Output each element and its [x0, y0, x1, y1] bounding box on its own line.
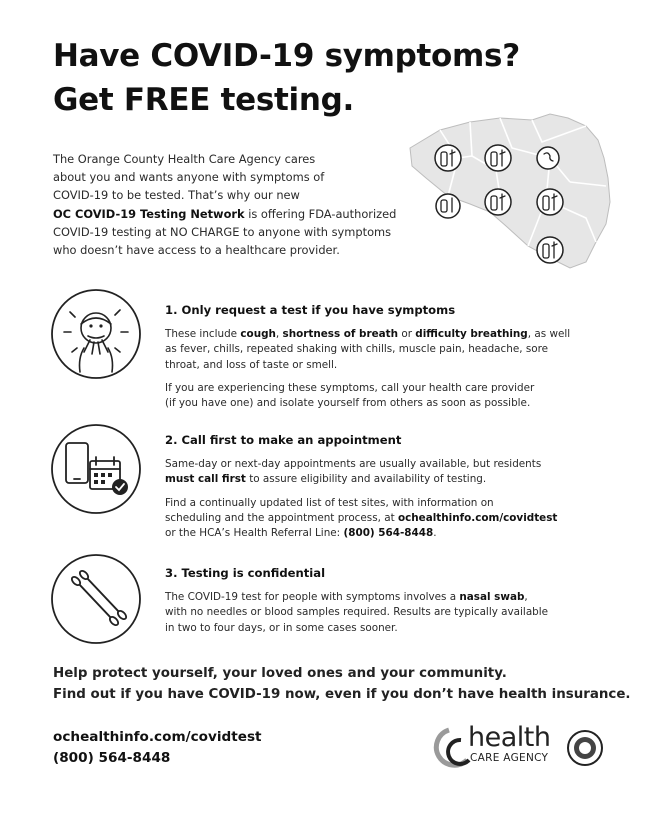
step-line: If you are experiencing these symptoms, call your health care provider — [165, 381, 535, 394]
intro-line: The Orange County Health Care Agency cares — [53, 152, 316, 166]
intro-line: COVID-19 to be tested. That’s why our new — [53, 188, 300, 203]
step-title: 2. Call first to make an appointment — [165, 433, 402, 447]
county-map-icon — [400, 112, 612, 270]
contact-info — [53, 727, 262, 769]
intro-line: COVID-19 testing at NO CHARGE to anyone with symptoms — [53, 224, 392, 239]
step-line: in two to four days, or in some cases sooner. — [165, 621, 398, 634]
text-run: The COVID-19 test for people with symptoms involves a — [165, 591, 460, 603]
step-title: 3. Testing is confidential — [165, 566, 326, 580]
step-paragraph — [165, 496, 625, 542]
step-line: Find a continually updated list of test sites, with information on — [165, 496, 494, 509]
step-line — [165, 327, 625, 342]
symptom-difficulty-breathing: difficulty breathing — [415, 328, 528, 340]
text-run: or — [398, 328, 416, 340]
step-title: 1. Only request a test if you have symptoms — [165, 303, 456, 317]
step-line: as fever, chills, repeated shaking with chills, muscle pain, headache, sore — [165, 343, 549, 356]
sick-person-icon — [50, 288, 142, 380]
text-run: , as well — [527, 328, 571, 340]
text-run: to assure eligibility and availability of testing. — [245, 473, 487, 486]
symptom-shortness-of-breath: shortness of breath — [282, 328, 399, 340]
step-line — [165, 511, 625, 526]
step-line: with no needles or blood samples required. Results are typically available — [165, 606, 549, 619]
logo-wordmark — [468, 724, 550, 764]
step-1 — [165, 303, 625, 419]
step-line: Same-day or next-day appointments are usually available, but residents — [165, 458, 542, 470]
nasal-swab-icon — [50, 553, 142, 645]
nasal-swab: nasal swab — [459, 591, 525, 603]
intro-line — [53, 205, 453, 223]
network-name: OC COVID-19 Testing Network — [53, 206, 245, 221]
step-3 — [165, 566, 625, 644]
closing-message — [53, 663, 631, 705]
text-run: or the HCA’s Health Referral Line: — [165, 527, 344, 540]
text-run: . — [433, 527, 437, 540]
closing-line: Find out if you have COVID-19 now, even if you don’t have health insurance. — [53, 687, 631, 702]
headline-line-1: Have COVID-19 symptoms? — [53, 38, 520, 74]
text-run: , — [275, 328, 283, 340]
intro-line: about you and wants anyone with symptoms of — [53, 170, 325, 185]
step-2 — [165, 433, 625, 549]
phone-number[interactable]: (800) 564-8448 — [53, 750, 171, 766]
logo-main-text: health — [468, 722, 551, 753]
test-sites-link[interactable]: ochealthinfo.com/covidtest — [397, 511, 558, 524]
step-line — [165, 590, 625, 605]
website-link[interactable]: ochealthinfo.com/covidtest — [53, 729, 262, 745]
headline-line-2: Get FREE testing. — [53, 82, 354, 118]
closing-line: Help protect yourself, your loved ones and your community. — [53, 666, 507, 681]
intro-line-rest: is offering FDA-authorized — [244, 206, 397, 221]
step-paragraph — [165, 457, 625, 488]
intro-paragraph — [53, 150, 453, 259]
text-run: , — [524, 591, 528, 603]
symptom-cough: cough — [240, 328, 276, 340]
step-paragraph — [165, 590, 625, 636]
step-line: (if you have one) and isolate yourself from others as soon as possible. — [165, 397, 531, 410]
step-paragraph — [165, 327, 625, 373]
referral-phone[interactable]: (800) 564-8448 — [343, 527, 434, 540]
text-run: These include — [165, 328, 241, 340]
step-line — [165, 472, 625, 487]
intro-line: who doesn’t have access to a healthcare provider. — [53, 243, 340, 258]
must-call-first: must call first — [165, 473, 246, 486]
step-line — [165, 526, 625, 541]
step-paragraph — [165, 381, 625, 412]
page-title — [53, 34, 520, 122]
logo-sub-text: CARE AGENCY — [470, 752, 549, 764]
step-line: throat, and loss of taste or smell. — [165, 358, 338, 371]
phone-calendar-icon — [50, 423, 142, 515]
text-run: scheduling and the appointment process, at — [165, 511, 398, 524]
